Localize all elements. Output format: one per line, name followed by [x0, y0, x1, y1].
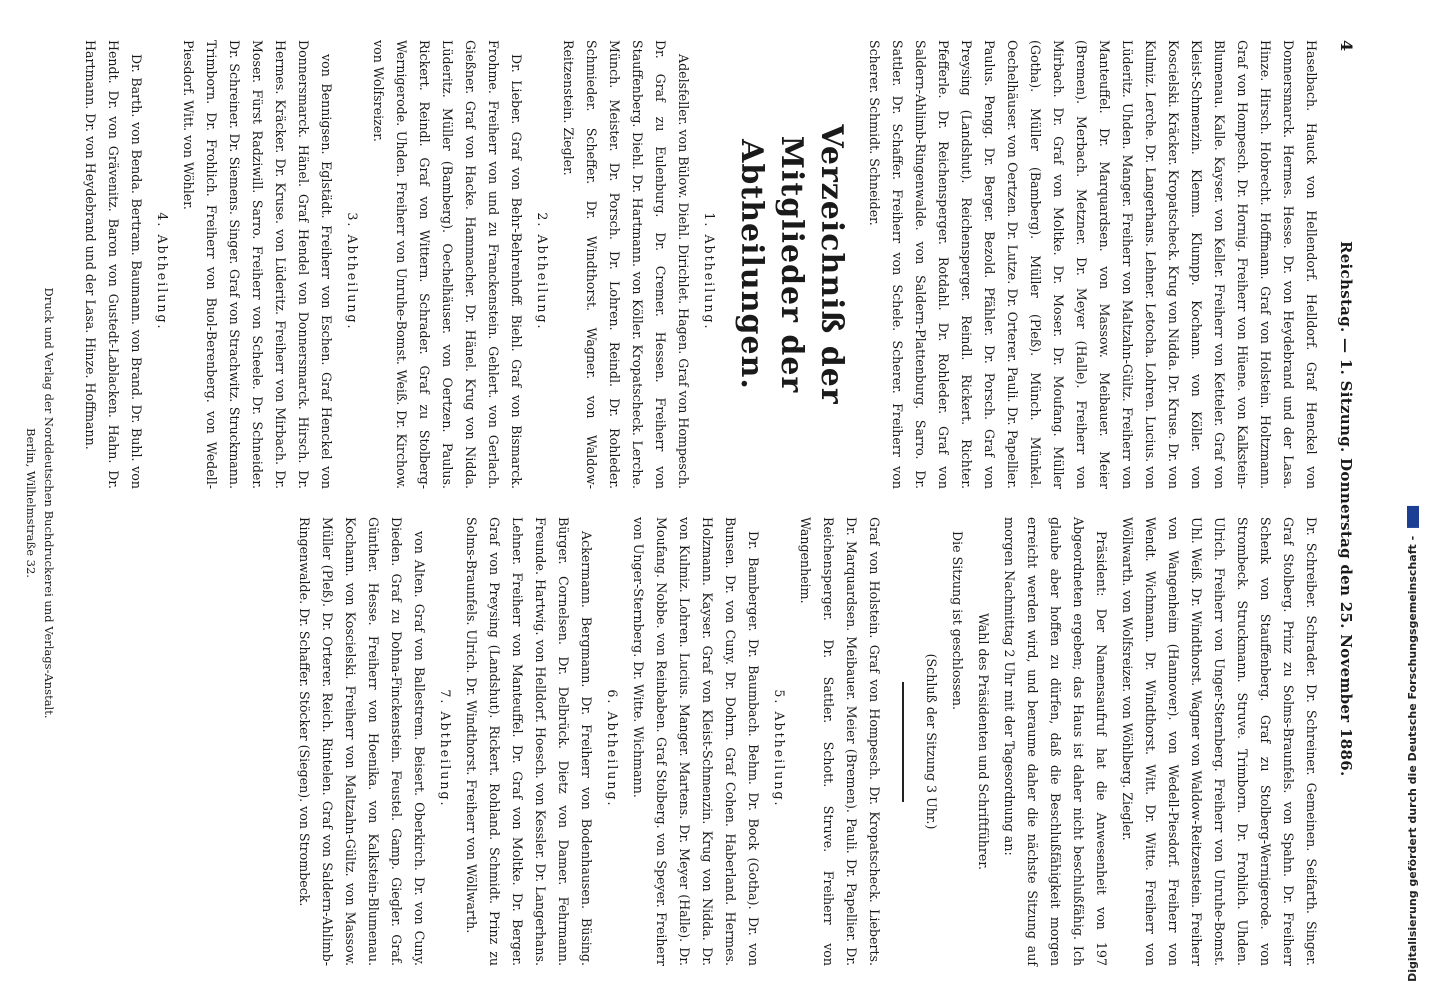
dfg-credit-label: Digitalisierung gefördert durch die Deutsche Forschungsgemeinschaft	[1406, 544, 1419, 982]
section-5-heading: 5. Abtheilung.	[772, 689, 787, 808]
section-2-heading: 2. Abtheilung.	[535, 212, 550, 331]
imprint-line-1: Druck und Verlag der Norddeutschen Buchdruckerei und Verlags-Anstalt.	[42, 287, 56, 719]
section-1-members: Adelsfeller. von Bülow. Diehl. Dirichlet. Hagen. Graf von Hompesch. Dr. Graf zu Eulenburg. Dr. Cremer. Hessen. Freiherr von Stauffenberg. Diehl. Dr. Hartmann. von Köller. Kropatscheck. Lerche. Münch. Meister. Dr. Porsch. Dr. Lohren. Reindl. Dr. Rohleder. Schmieder. Scheffer. Dr. Windthorst. Wagner. von Waldow-Reitzenstein. Ziegler.	[561, 40, 691, 489]
session-closed: Die Sitzung ist geschlossen.	[950, 531, 965, 711]
page-footer	[22, 40, 58, 966]
section-4-members: Dr. Barth. von Benda. Bertram. Baumann. von Brand. Dr. Buhl. von Hendt. Dr. von Grävenitz. Baron von Gustedt-Lablacken. Hahn. Dr. Hartmann. Dr. von Heydebrand und der Lasa. Hinze. Hoffmann.	[83, 40, 144, 489]
member-list-end: Dr. Schreiber. Schrader. Dr. Schreiner. Gemeinen. Seifarth. Singer. Graf Stolberg. Prinz zu Solms-Braunfels. von Spahn. Dr. Freiherr Schenk von Stauffenberg. Graf zu Stolberg-Wernigerode. von Strombeck. Struckmann. Struve. Trimborn. Dr. Frohlich. Uhden. Ulrich. Freiherr von Unger-Sternberg. Freiherr von Unruhe-Bomst. Uhl. Weiß. Dr. Windthorst. Wagner von Waldow-Reitzenstein. Freiherr von Wangenheim (Hannover). von Wedell-Piesdorf. Freiherr von Wendt. Wichmann. Dr. Windthorst. Witt. Dr. Witte. Freiherr von Wöllwarth. von Wolfsreizer. von Wöhlberg. Ziegler.	[1120, 517, 1319, 966]
section-3-members: von Bennigsen. Eglstädt. Freiherr von Eschen. Graf Henckel von Donnersmarck. Hänel. Graf Hendel von Donnersmarck. Hirsch. Dr. Hermes. Kräcker. Dr. Kruse. von Lüderitz. Freiherr von Mirbach. Dr. Moser. Fürst Radziwill. Sarro. Freiherr von Scheele. Dr. Schneider. Dr. Schreiner. Dr. Siemens. Singer. Graf von Strachwitz. Struckmann. Trimborn. Dr. Frohlich. Freiherr von Buol-Berenberg. von Wedell-Piesdorf. Witt. von Wöhler.	[181, 40, 334, 489]
agenda-item: Wahl des Präsidenten und Schriftführer.	[976, 612, 991, 871]
running-title: Reichstag. — 1. Sitzung. Donnerstag den 25. November 1886.	[1337, 240, 1355, 777]
left-column	[76, 40, 1323, 489]
imprint	[22, 40, 58, 966]
dfg-credit-text: Digitalisierung gefördert durch die Deutsche Forschungsgemeinschaft -	[1406, 506, 1419, 982]
section-3-heading: 3. Abtheilung.	[345, 212, 360, 331]
section-4-heading: 4. Abtheilung.	[155, 212, 170, 331]
page-header	[1337, 40, 1356, 966]
imprint-line-2: Berlin, Wilhelmstraße 32.	[24, 428, 38, 578]
section-title: Verzeichniß der Mitglieder der Abtheilungen.	[734, 124, 849, 405]
right-column	[76, 517, 1323, 966]
president-statement: Präsident: Der Namensaufruf hat die Anwesenheit von 197 Abgeordneten ergeben; das Haus ist daher nicht beschlußfähig. Ich glaube aber hoffen zu dürfen, daß die Beschlußfähigkeit morgen erreicht werden wird, und beraume daher die nächste Sitzung auf morgen Nachmittag 2 Uhr mit der Tagesordnung an:	[1002, 517, 1109, 966]
session-end-note: (Schluß der Sitzung 3 Uhr.)	[924, 653, 939, 830]
dfg-logo	[1407, 506, 1419, 528]
section-continued-members: Graf von Holstein. Graf von Hompesch. Dr. Kropatscheck. Lieberts. Dr. Marquardsen. Meibauer. Meier (Bremen). Pauli. Dr. Papellier. Dr. Reichensperger. Dr. Sattler. Schott. Struve. Freiherr von Wangenheim.	[798, 517, 882, 966]
section-1-heading: 1. Abtheilung.	[702, 212, 717, 331]
section-5-members: Dr. Bamberger. Dr. Baumbach. Behm. Dr. Bock (Gotha). Dr. von Bunsen. Dr. von Cuny. Dr. Dohrn. Graf Cohen. Haberland. Hermes. Holzmann. Kayser. Graf von Kleist-Schmenzin. Krug von Nidda. Dr. von Kulmiz. Lohren. Lucius. Manger. Martens. Dr. Meyer (Halle). Dr. Moufang. Nobbe. von Reinbaben. Graf Stolberg. von Speyer. Freiherr von Unger-Sternberg. Dr. Witte. Wichmann.	[631, 517, 761, 966]
section-7-members: von Alten. Graf von Ballestrem. Beisert. Oberkirch. Dr. von Cuny. Dieden. Graf zu Dohna-Finckenstein. Feustel. Gamp. Giegler. Graf. Günther. Hesse. Freiherr von Hoenika. von Kalkstein-Blumenau. Kochann. von Koscielski. Freiherr von Maltzahn-Gültz. von Massow. Müller (Pleß). Dr. Orterer. Reich. Rintelen. Graf von Saldern-Ahlimb-Ringenwalde. Dr. Schaffer. Stöcker (Siegen). von Strombeck.	[297, 517, 427, 966]
section-7-heading: 7. Abtheilung.	[438, 689, 453, 808]
text-columns	[76, 40, 1323, 966]
separator-rule	[902, 682, 904, 802]
page-number: 4	[1337, 40, 1356, 52]
section-2-members: Dr. Lieber. Graf von Behr-Behrenhoff. Biehl. Graf von Bismarck. Frohme. Freiherr von und zu Franckenstein. Gehlert. von Gerlach. Gießner. Graf von Hacke. Hammacher. Dr. Hänel. Krug von Nidda. Lüderitz. Müller (Bamberg). Oechelhäuser. von Oertzen. Paulus. Rickert. Reindl. Graf von Wittern. Schrader. Graf zu Stolberg-Wernigerode. Uhden. Freiherr von Unruhe-Bomst. Weiß. Dr. Kirchow. von Wolfsreizer.	[371, 40, 524, 489]
section-6-members: Ackermann. Bergmann. Dr. Freiherr von Bodenhausen. Büsing. Bürger. Cornelsen. Dr. Delbrück. Dietz von Damer. Fehrmann. Freunde. Hartwig. von Helldorf. Hoesch. von Kessler. Dr. Langerhans. Lehner. Freiherr von Manteuffel. Dr. Graf von Moltke. Dr. Berger. Graf von Preysing (Landshut). Rickert. Rohland. Schmidt. Prinz zu Solms-Braunfels. Ulrich. Dr. Windthorst. Freiherr von Wöllwarth.	[464, 517, 594, 966]
member-list-continued: Haselbach. Hauck von Hellendorf. Helldorf. Graf Henckel von Donnersmarck. Hermes. Hesse. Dr. von Heydebrand und der Lasa. Hinze. Hirsch. Hobrecht. Hoffmann. Graf von Holstein. Holtzmann. Graf von Hompesch. Dr. Hornig. Freiherr von Hüene. von Kalkstein-Blumenau. Kalle. Kayser. von Keller. Freiherr von Ketteler. Graf von Kleist-Schmenzin. Klemm. Klumpp. Kochann. von Köller. von Koscielski. Kräcker. Kropatscheck. Krug von Nidda. Dr. Kruse. Dr. von Kulmiz. Lerche. Dr. Langerhans. Lehner. Letocha. Lohren. Lucius. von Lüderitz. Uhden. Manger. Freiherr von Maltzahn-Gültz. Freiherr von Manteuffel. Dr. Marquardsen. von Massow. Meibauer. Meier (Bremen). Merbach. Metzner. Dr. Meyer (Halle). Freiherr von Mirbach. Dr. Graf von Moltke. Dr. Moser. Dr. Moufang. Müller (Gotha). Müller (Bamberg). Müller (Pleß). Münch. Münkel. Oechelhäuser. von Oertzen. Dr. Lutze. Dr. Orterer. Pauli. Dr. Papellier. Paulus. Pengg. Dr. Berger. Bezold. Pfähler. Dr. Porsch. Graf von Preysing (Landshut). Reichensperger. Reindl. Rickert. Richter. Pfefferle. Dr. Reichensperger. Rotdahl. Dr. Rohleder. Graf von Saldern-Ahlimb-Ringenwalde. von Saldern-Plattenburg. Sarro. Dr. Sattler. Dr. Schaffer. Freiherr von Schele. Scherer. Freiherr von Scherer. Schmidt. Schneider.	[867, 40, 1319, 489]
dfg-credit-strip	[1400, 0, 1432, 1000]
section-6-heading: 6. Abtheilung.	[605, 689, 620, 808]
